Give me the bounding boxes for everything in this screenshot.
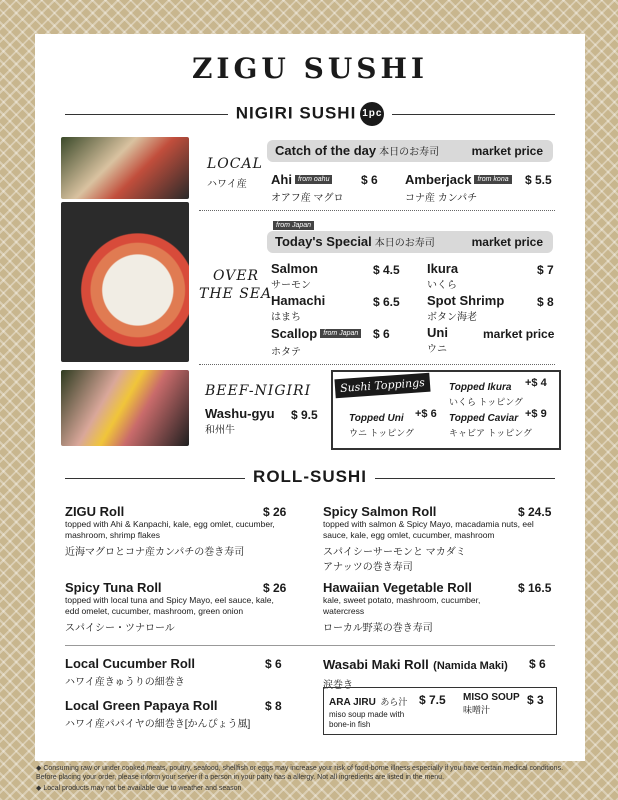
topping-ikura-price: +$ 4: [525, 377, 547, 389]
soup-jp: あら汁: [380, 697, 408, 707]
price-hamachi: $ 6.5: [373, 295, 400, 309]
item-name: Ikura: [427, 261, 459, 276]
roll-price-hawaiian-vegetable: $ 16.5: [518, 581, 552, 595]
menu-item-scallop: [271, 325, 361, 358]
soup-miso-price: $ 3: [527, 693, 544, 707]
soup-desc: miso soup made with bone-in fish: [329, 710, 405, 729]
item-jp: サーモン: [271, 280, 311, 291]
item-jp: コナ産 カンパチ: [405, 193, 478, 204]
menu-item-salmon: [271, 261, 318, 291]
restaurant-title: ZIGU SUSHI: [191, 52, 429, 85]
origin-tag: from oahu: [295, 175, 333, 184]
roll-desc: topped with local tuna and Spicy Mayo, eel sauce, kale, edd omelet, cucumber, mashroom, green onion: [65, 595, 274, 616]
roll-jp: 涙巻き: [323, 680, 353, 691]
oversea-sushi-photo: [61, 202, 189, 362]
local-label-jp: ハワイ産: [207, 179, 247, 190]
roll-price-local-cucumber: $ 6: [265, 657, 282, 671]
roll-jp: スパイシーサーモンと マカダミアナッツの巻き寿司: [323, 547, 466, 573]
price-spot-shrimp: $ 8: [537, 295, 554, 309]
roll-title: ROLL-SUSHI: [245, 467, 375, 487]
item-name: Scallop: [271, 326, 318, 341]
item-name: Uni: [427, 325, 448, 340]
roll-item-local-green-papaya: [65, 698, 250, 730]
roll-name: Local Cucumber Roll: [65, 656, 196, 671]
roll-name: Hawaiian Vegetable Roll: [323, 580, 472, 595]
roll-desc: topped with Ahi & Kanpachi, kale, egg omlet, cucumber, mashroom, shrimp flakes: [65, 519, 275, 540]
divider: [199, 210, 555, 211]
topping-name: Topped Caviar: [449, 413, 519, 424]
roll-desc: topped with salmon & Spicy Mayo, macadamia nuts, eel sauce, kale, egg omlet, cucumber, mashroom: [323, 519, 534, 540]
roll-jp: ハワイ産きゅうりの細巻き: [65, 677, 185, 688]
bar-price: market price: [471, 144, 543, 158]
roll-name: Spicy Salmon Roll: [323, 504, 437, 519]
roll-price-spicy-tuna: $ 26: [263, 581, 287, 595]
nigiri-title: NIGIRI SUSHI: [235, 103, 357, 123]
menu-item-hamachi: [271, 293, 325, 323]
footnote-text: Local products may not be available due to weather and season: [43, 785, 242, 792]
roll-item-wasabi-maki: [323, 656, 508, 691]
footnote-local-products: ◆ Local products may not be available due to weather and season: [36, 785, 242, 792]
topping-jp: キャビア トッピング: [449, 428, 533, 438]
roll-jp: スパイシー・ツナロール: [65, 623, 175, 634]
local-label: LOCAL: [207, 156, 263, 172]
from-japan-tag: from Japan: [273, 221, 314, 230]
roll-price-zigu: $ 26: [263, 505, 287, 519]
item-jp: ボタン海老: [427, 312, 477, 323]
soup-ara-jiru-price: $ 7.5: [419, 693, 446, 707]
item-jp: ホタテ: [271, 347, 301, 358]
soup-name: MISO SOUP: [463, 692, 520, 703]
topping-uni-price: +$ 6: [415, 408, 437, 420]
topping-name: Topped Ikura: [449, 382, 512, 393]
origin-tag: from kona: [474, 175, 511, 184]
oversea-label-line1: OVER: [213, 268, 260, 284]
roll-price-local-green-papaya: $ 8: [265, 699, 282, 713]
price-washu-gyu: $ 9.5: [291, 408, 318, 422]
price-ahi: $ 6: [361, 173, 378, 187]
menu-item-ikura: [427, 261, 458, 291]
topping-jp: ウニ トッピング: [349, 428, 415, 438]
menu-item-ahi: [271, 171, 343, 204]
roll-name: Spicy Tuna Roll: [65, 580, 162, 595]
topping-caviar-price: +$ 9: [525, 408, 547, 420]
topping-caviar: [449, 408, 532, 439]
origin-tag: from Japan: [320, 329, 361, 338]
item-jp: いくら: [427, 280, 457, 291]
roll-name-sub: (Namida Maki): [433, 660, 508, 672]
roll-price-wasabi-maki: $ 6: [529, 657, 546, 671]
item-name: Amberjack: [405, 172, 472, 187]
roll-jp: 近海マグロとコナ産カンパチの巻き寿司: [65, 547, 245, 558]
price-salmon: $ 4.5: [373, 263, 400, 277]
bar-title-jp: 本日のお寿司: [379, 147, 440, 158]
roll-price-spicy-salmon: $ 24.5: [518, 505, 552, 519]
beef-nigiri-label: BEEF-NIGIRI: [205, 383, 312, 399]
menu-item-washu-gyu: [205, 406, 275, 436]
roll-jp: ハワイ産パパイヤの細巻き[かんぴょう風]: [65, 719, 251, 730]
catch-of-the-day-bar: [267, 140, 553, 162]
soup-ara-jiru: [329, 692, 409, 730]
roll-name: Local Green Papaya Roll: [65, 698, 218, 713]
item-jp: はまち: [271, 312, 301, 323]
item-jp: 和州牛: [205, 425, 235, 436]
soup-name: ARA JIRU: [329, 697, 376, 708]
bar-price: market price: [471, 235, 543, 249]
roll-heading: [35, 467, 585, 487]
roll-item-spicy-tuna: [65, 580, 290, 634]
topping-uni: [349, 408, 414, 439]
beef-nigiri-photo: [61, 370, 189, 446]
item-name: Hamachi: [271, 293, 326, 308]
item-name: Ahi: [271, 172, 292, 187]
menu-item-amberjack: [405, 171, 512, 204]
toppings-label: Sushi Toppings: [334, 373, 430, 399]
soup-miso: [463, 692, 520, 716]
roll-item-hawaiian-vegetable: [323, 580, 523, 634]
footnote-text: Consuming raw or under cooked meats, poultry, seafood, shellfish or eggs may increase your risk of food-borne illness especially if you have certain medical conditions. Before placing your order, please inform your server if a person in your party has a allergy. Not all ingredients are listed in the menu.: [36, 765, 564, 781]
nigiri-heading: [35, 102, 585, 126]
roll-name: ZIGU Roll: [65, 504, 125, 519]
roll-jp: ローカル野菜の巻き寿司: [323, 623, 433, 634]
menu-sheet: [35, 34, 585, 761]
price-scallop: $ 6: [373, 327, 390, 341]
menu-item-spot-shrimp: [427, 293, 504, 323]
menu-item-uni: [427, 325, 448, 355]
soup-jp: 味噌汁: [463, 705, 491, 715]
roll-desc: kale, sweet potato, mashroom, cucumber, watercress: [323, 595, 481, 616]
price-ikura: $ 7: [537, 263, 554, 277]
item-jp: ウニ: [427, 344, 447, 355]
price-amberjack: $ 5.5: [525, 173, 552, 187]
divider: [199, 364, 555, 365]
item-jp: オアフ産 マグロ: [271, 193, 344, 204]
local-sushi-photo: [61, 137, 189, 199]
bar-title-jp: 本日のお寿司: [374, 238, 435, 249]
topping-jp: いくら トッピング: [449, 397, 524, 407]
one-piece-badge: 1pc: [360, 102, 384, 126]
item-name: Washu-gyu: [205, 406, 275, 421]
divider: [65, 645, 555, 646]
bar-title: Catch of the day: [275, 143, 377, 158]
oversea-label-line2: THE SEA: [199, 286, 273, 302]
topping-name: Topped Uni: [349, 413, 404, 424]
roll-item-zigu: [65, 504, 290, 558]
item-name: Spot Shrimp: [427, 293, 505, 308]
roll-name: Wasabi Maki Roll: [323, 657, 429, 672]
roll-item-local-cucumber: [65, 656, 195, 688]
item-name: Salmon: [271, 261, 318, 276]
footnote-raw-food: ◆ Consuming raw or under cooked meats, poultry, seafood, shellfish or eggs may increase your risk of food-borne illness especially if you have certain medical conditions. Before placing your order, please inform your server if a person in your party has a allergy. Not all ingredients are listed in the menu.: [36, 765, 564, 781]
todays-special-bar: [267, 231, 553, 253]
bar-title: Today's Special: [275, 234, 372, 249]
topping-ikura: [449, 377, 523, 408]
price-uni: market price: [483, 327, 555, 341]
